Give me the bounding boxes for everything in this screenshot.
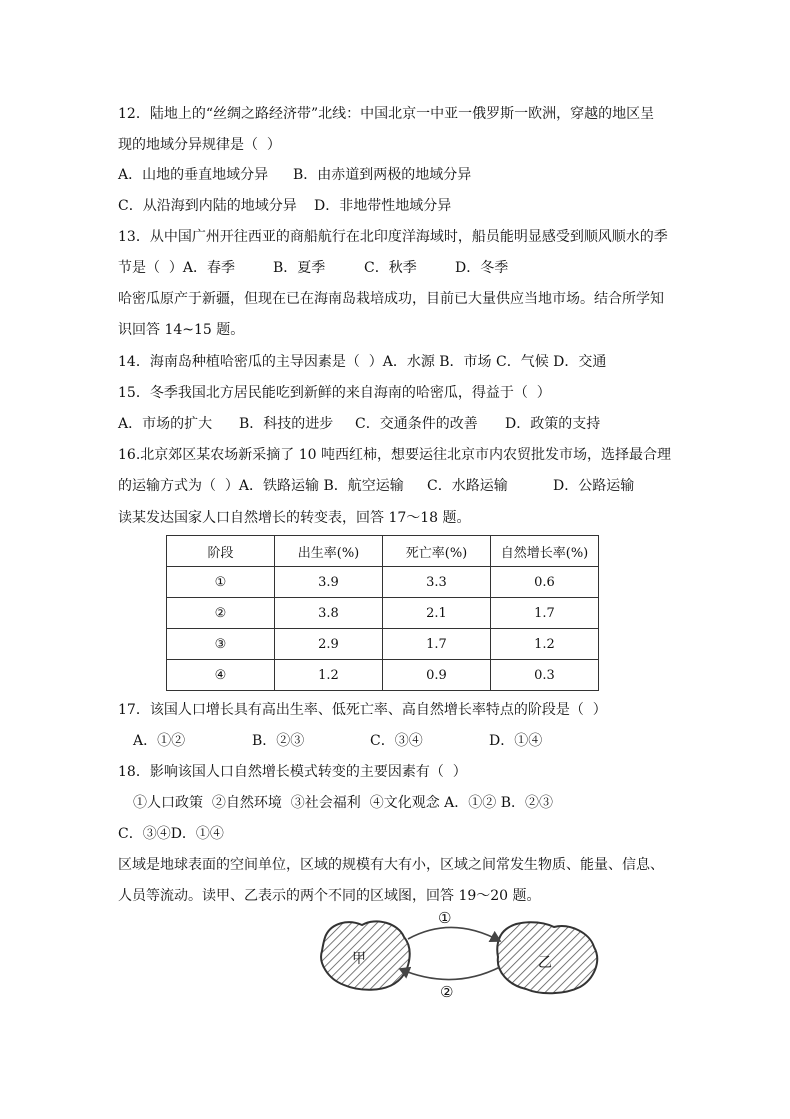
- q13-option-d: D．冬季: [455, 260, 509, 276]
- table-cell: 2.1: [383, 598, 491, 629]
- table-header-cell: 阶段: [167, 536, 275, 567]
- q12-option-d: D．非地带性地域分异: [314, 198, 452, 214]
- table-header-row: [167, 536, 599, 567]
- table-cell: ①: [167, 567, 275, 598]
- table-cell: 1.7: [383, 629, 491, 660]
- q16-line1: 16.北京郊区某农场新采摘了 10 吨西红柿，想要运往北京市内农贸批发市场，选择最合理: [118, 447, 671, 463]
- q12-option-a: A．山地的垂直地域分异: [118, 167, 269, 183]
- q16-option-d: D．公路运输: [553, 478, 635, 494]
- q16-line2: 的运输方式为（ ）A．铁路运输 B．航空运输: [118, 478, 404, 494]
- q14-line: 14．海南岛种植哈密瓜的主导因素是（ ）A．水源 B．市场 C．气候 D．交通: [118, 354, 607, 370]
- table-row: [167, 567, 599, 598]
- intro-14-line2: 识回答 14~15 题。: [118, 322, 245, 338]
- intro-14-line1: 哈密瓜原产于新疆，但现在已在海南岛栽培成功，目前已大量供应当地市场。结合所学知: [118, 291, 664, 307]
- table-header-cell: 出生率(%): [275, 536, 383, 567]
- table-cell: 1.2: [275, 660, 383, 691]
- table-header-cell: 自然增长率(%): [491, 536, 599, 567]
- table-cell: 0.6: [491, 567, 599, 598]
- region-yi-label: 乙: [538, 955, 552, 971]
- intro-19-line1: 区域是地球表面的空间单位，区域的规模有大有小，区域之间常发生物质、能量、信息、: [118, 857, 664, 873]
- table-cell: ④: [167, 660, 275, 691]
- flow-arrow-top: [408, 927, 500, 941]
- table-cell: 3.3: [383, 567, 491, 598]
- table-row: [167, 629, 599, 660]
- q12-line1: 12．陆地上的“丝绸之路经济带”北线：中国北京一中亚一俄罗斯一欧洲，穿越的地区呈: [118, 106, 655, 122]
- q15-line: 15．冬季我国北方居民能吃到新鲜的来自海南的哈密瓜，得益于（ ）: [118, 385, 551, 401]
- table-cell: 1.2: [491, 629, 599, 660]
- q17-line: 17．该国人口增长具有高出生率、低死亡率、高自然增长率特点的阶段是（ ）: [118, 702, 607, 718]
- table-header-cell: 死亡率(%): [383, 536, 491, 567]
- q12-line2: 现的地域分异规律是（ ）: [118, 137, 281, 153]
- arrow-top-label: ①: [438, 909, 452, 927]
- population-table: [166, 535, 599, 691]
- q16-option-c: C．水路运输: [427, 478, 508, 494]
- q15-option-c: C．交通条件的改善: [355, 416, 478, 432]
- table-cell: 2.9: [275, 629, 383, 660]
- q17-option-b: B．②③: [252, 733, 305, 749]
- table-row: [167, 660, 599, 691]
- table-cell: ③: [167, 629, 275, 660]
- arrow-bottom-label: ②: [440, 983, 454, 1000]
- table-cell: 1.7: [491, 598, 599, 629]
- q17-option-a: A．①②: [133, 733, 186, 749]
- q13-line2: 节是（ ）A．春季: [118, 260, 236, 276]
- q18-line: 18．影响该国人口自然增长模式转变的主要因素有（ ）: [118, 764, 467, 780]
- table-cell: ②: [167, 598, 275, 629]
- intro-19-line2: 人员等流动。读甲、乙表示的两个不同的区域图，回答 19～20 题。: [118, 888, 541, 904]
- q17-option-d: D．①④: [489, 733, 543, 749]
- q13-option-b: B．夏季: [273, 260, 326, 276]
- q15-option-b: B．科技的进步: [239, 416, 334, 432]
- region-flow-diagram: [318, 905, 608, 1000]
- q18-line3: C．③④D．①④: [118, 826, 224, 842]
- q15-option-a: A．市场的扩大: [118, 416, 213, 432]
- table-cell: 3.8: [275, 598, 383, 629]
- intro-17-line: 读某发达国家人口自然增长的转变表，回答 17～18 题。: [118, 510, 471, 526]
- q12-option-c: C．从沿海到内陆的地域分异: [118, 198, 297, 214]
- table-row: [167, 598, 599, 629]
- q13-line1: 13．从中国广州开往西亚的商船航行在北印度洋海域时，船员能明显感受到顺风顺水的季: [118, 229, 668, 245]
- region-jia-label: 甲: [352, 951, 366, 967]
- q17-option-c: C．③④: [370, 733, 423, 749]
- flow-arrow-bottom: [400, 967, 500, 980]
- table-cell: 3.9: [275, 567, 383, 598]
- q12-option-b: B．由赤道到两极的地域分异: [293, 167, 472, 183]
- q15-option-d: D．政策的支持: [505, 416, 601, 432]
- table-cell: 0.9: [383, 660, 491, 691]
- q13-option-c: C．秋季: [364, 260, 417, 276]
- table-cell: 0.3: [491, 660, 599, 691]
- q18-line2: ①人口政策 ②自然环境 ③社会福利 ④文化观念 A．①② B．②③: [133, 795, 553, 811]
